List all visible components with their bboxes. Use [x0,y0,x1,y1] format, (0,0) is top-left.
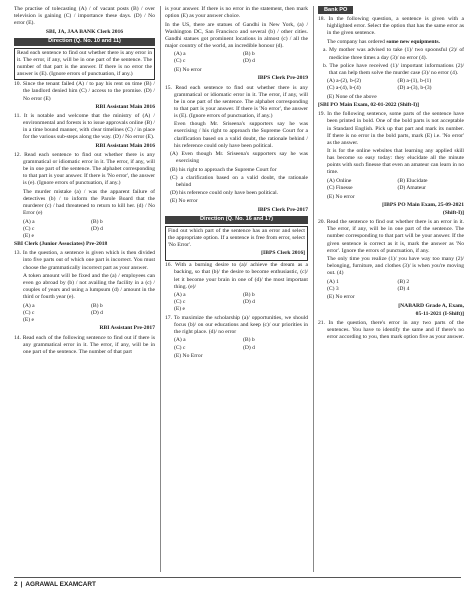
option: (B) b [91,218,103,225]
question-12: 12. Read each sentence to find out whether there is any grammatical or idiomatic error in it. The error, if any, will be in one part of the sentence. The alphabet corresponding to that part is your answer. If there is 'No error', the answer is (e). (Ignore errors of punctuation, if any.) [14,151,155,187]
options-19 [318,178,464,192]
question-15-sentence: Even though Mr. Sriseena's supporters say he was exercising / his right to approach the Supreme Court for a clarification based on a valid doubt, the rationale behind / his reference could only have been political. [174,121,308,149]
question-21: 21. In the question, there's error in any two parts of the sentences. You have to identify the same and if there's no error according to you, then mark option five as your answer. [318,320,465,341]
direction-banner: Direction (Q. No. 16 and 17) [165,216,308,224]
option: (C) c [174,344,186,351]
brand-name: AGRAWAL EXAMCART [25,581,96,588]
option: (E) None of the above [327,93,377,100]
options-17 [165,337,308,351]
question-19-sentence: It is for the online websites that learning any applied skill has become so easy today: they elucidate all the minute points with such finesse that even an amateur can learn in no time. [327,148,464,176]
option: (A) Even though Mr. Sriseena's supporters say he was exercising [170,151,308,165]
exam-reference: IBPS Clerk Pre-2017 [257,206,308,213]
option: (C) c [23,225,35,232]
option: (B) 2 [397,278,410,285]
option: (A) Online [327,177,352,184]
exam-reference: [IBPS PO Main Exam, 25-09-2021 [382,202,464,209]
option: (E) e [23,316,35,323]
column-right [318,6,464,343]
question-13-sentence: A token amount will be fixed and the (a) / employees can even go abroad by (b) / not availing the facility in a (c) / couples of years and using a lumpsum (d) / amount in the third or fourth year (e). [23,273,155,301]
option: (B) his right to approach the Supreme Court for [170,166,277,173]
option: (E) e [174,306,186,313]
sub-sentence: a. My mother was advised to take (1)/ two spoonsful (2)/ of medicine three times a day (3)/ no error (4). [323,47,464,61]
column-divider [160,6,161,572]
option: (B) a-(1), b-(1) [397,78,432,85]
option: (C) c [174,299,186,306]
options-18 [318,78,464,92]
direction-banner: Direction (Q. No. 10 and 11) [14,38,155,46]
question-14: 14. Read each of the following sentence to find out if there is any grammatical error in it. The error, if any, will be in one part of the sentence. The number of that part [14,334,155,355]
question-18: 18. In the following question, a sentence is given with a highlighted error. Select the option that has the same error as in the given sentence. [318,16,464,37]
page-footer: 2 | AGRAWAL EXAMCART [14,581,96,588]
option: (C) c [174,58,186,65]
option: (A) a [174,51,186,58]
question-sentence: In the US, there are statues of Gandhi in New York, (a) / Washington DC, San Francisco and several (b) / other cities. Gandhi statues got prominent locations in almost (c) / all the major country of the world, an incredible honour (d). [165,21,308,49]
question-19: 19. In the following sentence, some parts of the sentence have been printed in bold. One of the bold parts is not acceptable in Standard English. Pick up that part and mark its number. If there is no error in the bold parts, mark (E) i.e. 'No error' as the answer. [318,111,464,146]
page-number: 2 [14,581,18,588]
direction-box: Read each sentence to find out whether there is any error in it. The error, if any, will be in one part of the sentence. The number of that part is the answer. If there is no error the answer is (E). (Ignore errors of punctuation, if any.) [14,48,155,80]
option: (E) No error [327,193,355,200]
exam-reference: [IBPS Clerk 2016] [261,249,305,256]
fragment-text: The practise of tolecasting (A) / of vacant posts (B) / over television is gaining (C) / importance these days. (D) / No error (E). [14,6,155,27]
exam-reference: 05-11-2021 (I-Shift)] [415,310,464,317]
exam-reference: RBI Assistant Pre-2017 [99,325,155,332]
exam-reference: IBPS Clerk Pre-2019 [257,75,308,82]
exam-reference: SBI, JA, JAA BANK Clerk 2016 [45,28,124,35]
direction-text: Find out which part of the sentence has an error and select the appropriate option. If a sentence is free from error, select 'No Error'. [168,227,305,248]
question-13: 13. In the question, a sentence is given which is then divided into five parts out of which one part is incorrect. You must choose the grammatically incorrect part as your answer. [14,250,155,271]
options-20 [318,279,464,293]
exam-reference: [NABARD Grade A, Exam, [398,302,464,309]
options-continued [165,51,308,65]
question-17: 17. To maximize the scholarship (a)/ opportunities, we should focus (b)/ on our educations and keep (c)/ our priorities in the right place. (d)/ no error [165,314,308,335]
options-12 [14,219,155,240]
option: (A) a [23,302,35,309]
option: (D) d [91,225,103,232]
option: (E) No error [174,66,202,73]
question-16: 16. With a burning desire to (a)/ achieve the dream as a backing, so that (b)/ the desire to become enthusiastic, (c)/ let it become your brain in one of (d)/ the most important thing. (e)/ [165,262,308,290]
option: (A) a [174,337,186,344]
option: (C) a-(4), b-(4) [327,85,361,92]
question-15: 15. Read each sentence to find out whether there is any grammatical or idiomatic error in it. The error, if any, will be in one part of the sentence. The alphabet corresponding to that part is your answer. If there is 'No error', the answer is (E). (Ignore errors of punctuation, if any.) [165,84,308,119]
question-10: 10. Since the tenant failed (A) / to pay his rent on time (B) / the landlord denied him (C) / access to the promise. (D) / No error (E) [14,81,155,102]
option: (C) Finesse [327,185,353,192]
column-left [14,6,155,357]
option: (B) b [91,302,103,309]
question-20: 20. Read the sentence to find out whether there is an error in it. The error, if any, will be in one part of the sentence. The number corresponding to that part will be your answer. If the given sentence is correct as it is, mark the answer as 'No error'. Ignore the errors of punctuation, if any. [318,219,464,254]
sentence-text: The company has ordered [327,38,387,45]
option: (D) d [91,309,103,316]
question-continued: is your answer. If there is no error in the statement, then mark option (E) as your answer choice. [165,6,308,20]
option: (C) a clarification based on a valid doubt, the rationale behind [170,174,308,188]
direction-box [165,226,308,261]
option: (D) Amateur [397,185,426,192]
option: (D) d [243,299,255,306]
option: (D) 4 [397,285,410,292]
option: (D) his reference could only have been political. [170,190,279,197]
option: (A) 1 [327,278,339,285]
column-divider [313,6,314,572]
option: (E) No Error [174,353,203,360]
option: (E) No error [327,294,355,301]
option: (A) a [23,218,35,225]
option: (D) d [243,58,255,65]
exam-reference: RBI Assistant Main 2016 [95,142,155,149]
exam-reference: (Shift-I)] [442,210,464,217]
option: (B) b [243,292,255,299]
sub-sentence: b. The police have received (1)/ important informations (2)/ that can help them solve the murder case (3)/ no error (4). [323,62,464,76]
question-18-sentence [318,39,464,46]
question-12-sentence: The murder mistake (a) / was the apparent failure of detectives (b) / to inform the Parole Board that the murderer (c) / had threatened to return to kill her. (d) / No Error (e) [23,188,155,217]
exam-reference: [SBI PO Main Exam, 02-01-2022 (Shift-I)] [318,102,419,109]
option: (A) a [174,292,186,299]
option: (E) No error [170,198,198,205]
exam-reference: SBI Clerk (Junior Associates) Pre-2018 [14,241,108,248]
option: (E) e [23,232,35,239]
option: (C) 3 [327,285,339,292]
option: (B) b [243,51,255,58]
option: (B) b [243,337,255,344]
option: (D) d [243,344,255,351]
option: (A) a-(2), b-(2) [327,78,362,85]
options-16 [165,292,308,313]
section-tag: Bank PO [318,6,353,14]
footer-divider [14,577,461,578]
option: (C) c [23,309,35,316]
column-middle [165,6,308,362]
options-13 [14,303,155,324]
option: (B) Elucidate [397,177,428,184]
highlighted-error: some new equipments. [386,38,440,45]
question-20-sentence: The only time you realize (1)/ you have way too many (2)/ belonging, furniture, and clothes (3)/ is when you're moving out. (4) [327,256,464,277]
exam-reference: RBI Assistant Main 2016 [95,103,155,110]
option: (D) a-(3), b-(3) [397,85,432,92]
question-11: 11. It is notable and welcome that the ministry of (A) / environmental and forests is to issue approvals online (B) / in a time bound manner, with clear timelines (C) / in place for the various sub-steps along the way. (D) / No error (E). [14,113,155,141]
